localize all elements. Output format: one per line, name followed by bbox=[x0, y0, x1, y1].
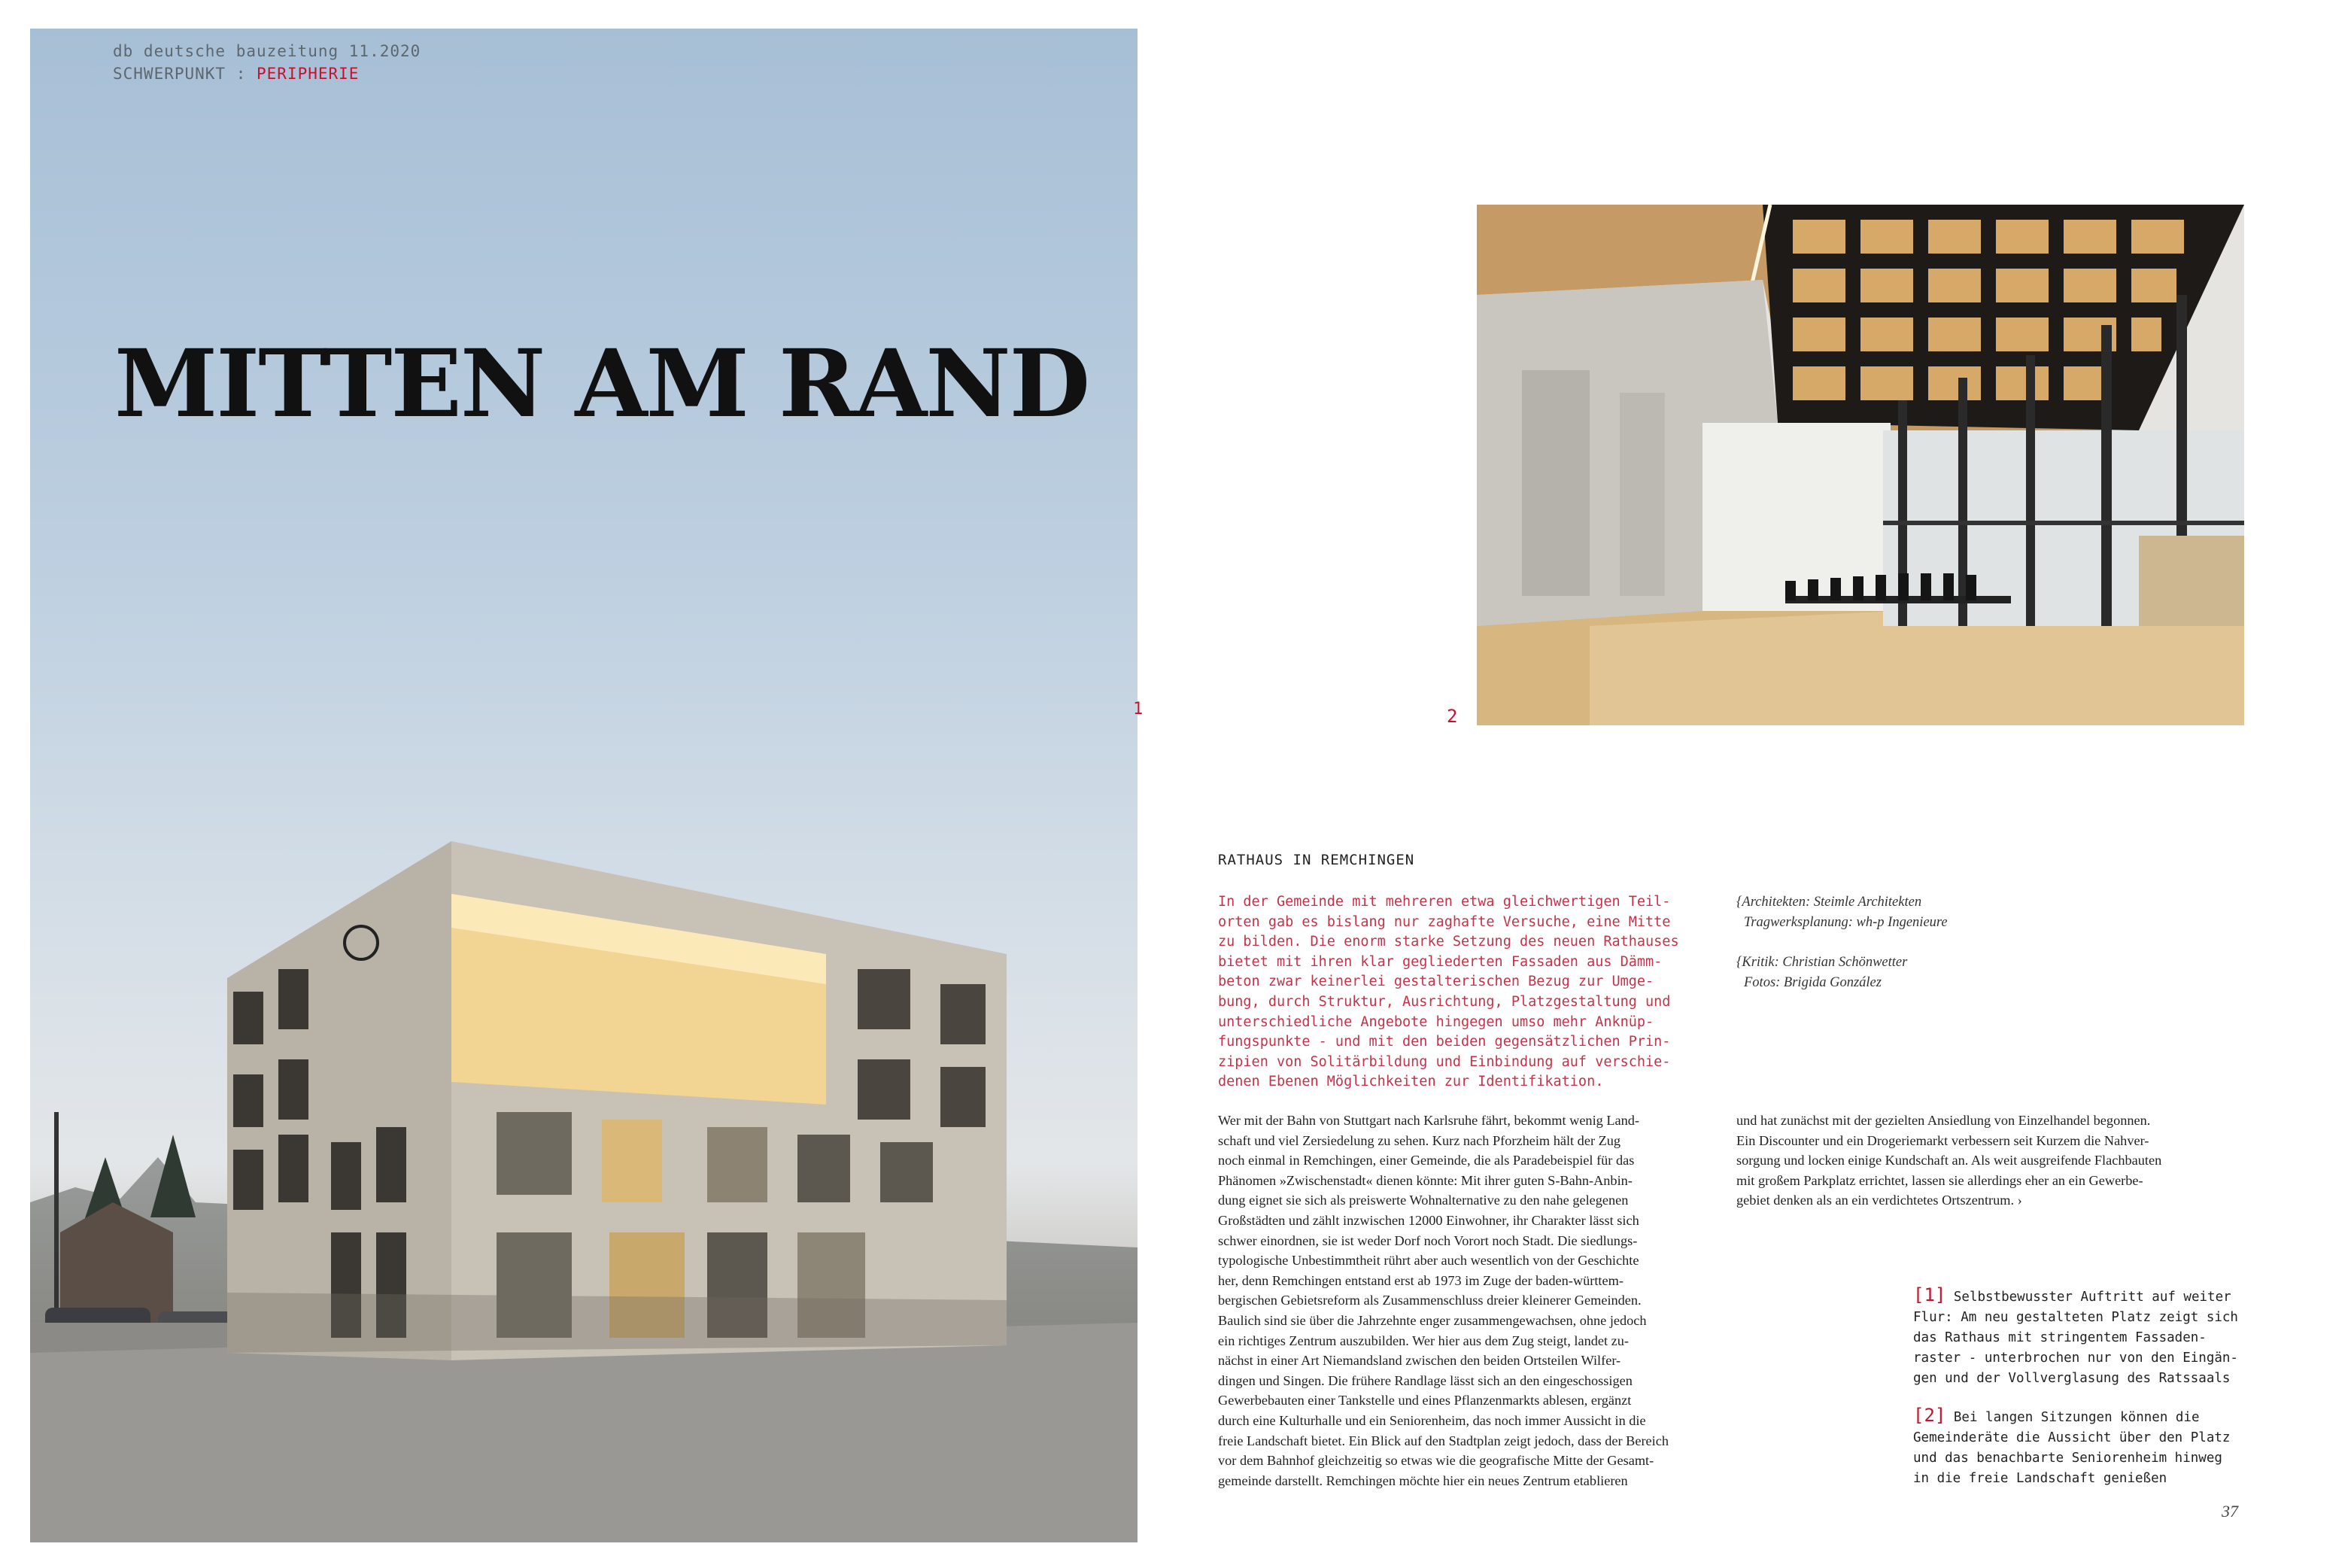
body-line: her, denn Remchingen entstand erst ab 1973 im Zuge der baden-württem- bbox=[1218, 1272, 1624, 1288]
caption-line: Bei langen Sitzungen können die bbox=[1945, 1410, 2200, 1425]
body-line: ein richtiges Zentrum auszubilden. Wer hier aus dem Zug steigt, landet zu- bbox=[1218, 1332, 1629, 1348]
section-label bbox=[113, 65, 359, 83]
structure-credit: Tragwerksplanung: wh-p Ingenieure bbox=[1744, 914, 1948, 930]
lead-line: bung, durch Struktur, Ausrichtung, Platzgestaltung und bbox=[1218, 993, 1671, 1010]
lead-line: bietet mit ihren klar gegliederten Fassaden aus Dämm- bbox=[1218, 953, 1663, 970]
photos-credit: Fotos: Brigida González bbox=[1744, 974, 1882, 990]
body-line: durch eine Kulturhalle und ein Seniorenheim, das noch immer Aussicht in die bbox=[1218, 1412, 1646, 1428]
body-line: Baulich sind sie über die Jahrzehnte enger zusammengewachsen, ohne jedoch bbox=[1218, 1312, 1647, 1328]
body-line: noch einmal in Remchingen, einer Gemeinde, die als Paradebeispiel für das bbox=[1218, 1153, 1635, 1168]
headline: MITTEN AM RAND bbox=[114, 330, 1089, 439]
body-line: nächst in einer Art Niemandsland zwischen den beiden Ortsteilen Wilfer- bbox=[1218, 1353, 1621, 1369]
body-line: und hat zunächst mit der gezielten Ansiedlung von Einzelhandel begonnen. bbox=[1736, 1113, 2151, 1128]
body-line: freie Landschaft bietet. Ein Blick auf den Stadtplan zeigt jedoch, dass der Bereich bbox=[1218, 1433, 1669, 1448]
caption-number: [1] bbox=[1913, 1284, 1946, 1305]
architects-credit: {Architekten: Steimle Architekten bbox=[1736, 895, 1922, 910]
caption-line: gen und der Vollverglasung des Ratssaals bbox=[1913, 1371, 2231, 1386]
caption-line: das Rathaus mit stringentem Fassaden- bbox=[1913, 1330, 2207, 1345]
lead-line: unterschiedliche Angebote hingegen umso mehr Anknüp- bbox=[1218, 1013, 1654, 1030]
body-line: Wer mit der Bahn von Stuttgart nach Karlsruhe fährt, bekommt wenig Land- bbox=[1218, 1113, 1640, 1128]
section-prefix: SCHWERPUNKT : bbox=[113, 65, 257, 83]
body-line: Gewerbebauten einer Tankstelle und eines Pflanzenmarkts ablesen, ergänzt bbox=[1218, 1393, 1632, 1408]
body-line: dung eignet sie sich als preiswerte Wohnalternative zu den nahe gelegenen bbox=[1218, 1193, 1629, 1208]
section-title: RATHAUS IN REMCHINGEN bbox=[1218, 852, 1415, 868]
body-line: mit großem Parkplatz errichtet, lassen sie allerdings eher an ein Gewerbe- bbox=[1736, 1172, 2143, 1188]
body-line: Phänomen »Zwischenstadt« dienen könnte: Mit ihrer guten S-Bahn-Anbin- bbox=[1218, 1172, 1633, 1188]
photo-number-1: 1 bbox=[1133, 700, 1144, 719]
lead-line: In der Gemeinde mit mehreren etwa gleichwertigen Teil- bbox=[1218, 894, 1671, 910]
body-line: schwer einordnen, sie ist weder Dorf noch Vorort noch Stadt. Die siedlungs- bbox=[1218, 1232, 1638, 1248]
body-line: dingen und Singen. Die frühere Randlage lässt sich an den eingeschossigen bbox=[1218, 1372, 1633, 1388]
critique-credit: {Kritik: Christian Schönwetter bbox=[1736, 955, 1908, 970]
cover-photo-page bbox=[30, 29, 1138, 1542]
magazine-title: db deutsche bauzeitung 11.2020 bbox=[113, 42, 421, 60]
lead-paragraph bbox=[1218, 892, 1730, 1092]
lead-line: orten gab es bislang nur zaghafte Versuche, eine Mitte bbox=[1218, 913, 1671, 930]
section-accent: PERIPHERIE bbox=[257, 65, 360, 83]
council-hall-interior-photo bbox=[1477, 205, 2244, 725]
caption-line: Selbstbewusster Auftritt auf weiter bbox=[1945, 1290, 2231, 1305]
body-line: Großstädten und zählt inzwischen 12000 Einwohner, ihr Charakter lässt sich bbox=[1218, 1212, 1639, 1228]
body-line: bergischen Gebietsreform als Zusammenschluss dreier kleinerer Gemeinden. bbox=[1218, 1293, 1642, 1308]
caption-line: und das benachbarte Seniorenheim hinweg bbox=[1913, 1451, 2222, 1466]
caption-2 bbox=[1913, 1405, 2267, 1489]
body-line: gebiet denken als an ein verdichtetes Ortszentrum. › bbox=[1736, 1193, 2022, 1208]
body-line: gemeinde darstellt. Remchingen möchte hier ein neues Zentrum etablieren bbox=[1218, 1472, 1628, 1488]
caption-line: raster - unterbrochen nur von den Eingän- bbox=[1913, 1351, 2238, 1366]
body-column-1 bbox=[1218, 1111, 1724, 1491]
body-line: typologische Unbestimmtheit rührt aber auch wesentlich von der Geschichte bbox=[1218, 1253, 1639, 1269]
lead-line: zu bilden. Die enorm starke Setzung des neuen Rathauses bbox=[1218, 934, 1679, 950]
town-hall-exterior-photo bbox=[30, 29, 1138, 1542]
caption-line: in die freie Landschaft genießen bbox=[1913, 1471, 2167, 1486]
caption-number: [2] bbox=[1913, 1405, 1946, 1426]
caption-1 bbox=[1913, 1285, 2267, 1389]
body-column-2 bbox=[1736, 1111, 2242, 1211]
article-page bbox=[1191, 29, 2334, 1542]
lead-line: denen Ebenen Möglichkeiten zur Identifikation. bbox=[1218, 1074, 1604, 1090]
photo-number-2: 2 bbox=[1447, 706, 1458, 727]
body-line: sorgung und locken einige Kundschaft an. Als weit ausgreifende Flachbauten bbox=[1736, 1153, 2162, 1168]
body-line: Ein Discounter und ein Drogeriemarkt verbessern seit Kurzem die Nahver- bbox=[1736, 1132, 2149, 1148]
lead-line: beton zwar keinerlei gestalterischen Bezug zur Umge- bbox=[1218, 974, 1654, 990]
caption-line: Gemeinderäte die Aussicht über den Platz bbox=[1913, 1430, 2231, 1445]
credits-block bbox=[1736, 892, 2158, 992]
caption-line: Flur: Am neu gestalteten Platz zeigt sich bbox=[1913, 1310, 2238, 1325]
page-number: 37 bbox=[2222, 1502, 2238, 1521]
lead-line: fungspunkte - und mit den beiden gegensätzlichen Prin- bbox=[1218, 1034, 1671, 1050]
lead-line: zipien von Solitärbildung und Einbindung auf verschie- bbox=[1218, 1053, 1671, 1070]
body-line: schaft und viel Zersiedelung zu sehen. Kurz nach Pforzheim hält der Zug bbox=[1218, 1132, 1621, 1148]
body-line: vor dem Bahnhof gleichzeitig so etwas wie die geografische Mitte der Gesamt- bbox=[1218, 1453, 1654, 1469]
